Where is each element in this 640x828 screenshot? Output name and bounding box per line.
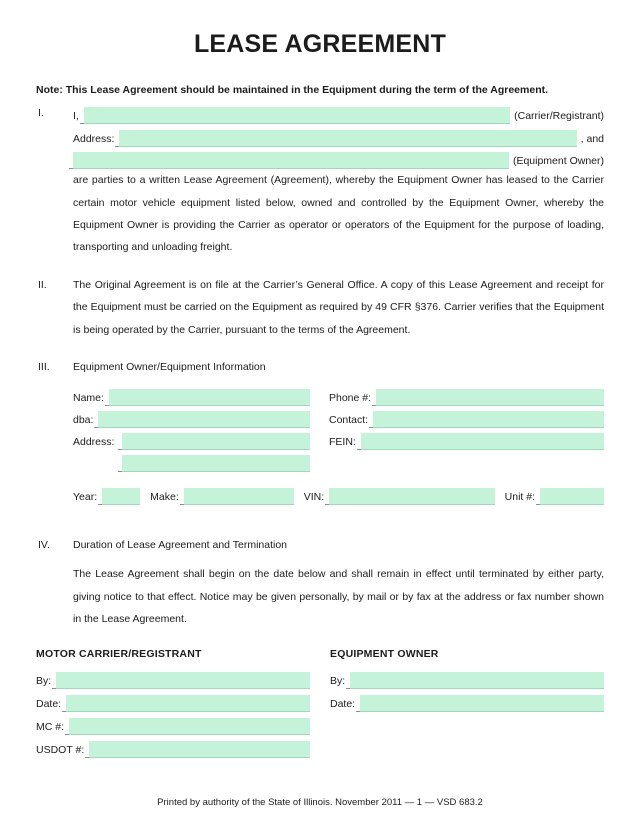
section-iv	[38, 534, 604, 631]
grid-row-1	[73, 384, 604, 406]
motor-carrier-heading: MOTOR CARRIER/REGISTRANT	[36, 648, 202, 660]
owner-by-label: By:	[330, 675, 346, 687]
section-iv-heading: Duration of Lease Agreement and Termination	[73, 539, 288, 551]
owner-contact-field[interactable]	[373, 411, 604, 428]
carrier-registrant-field[interactable]	[84, 107, 510, 124]
carrier-prefix-label: I,	[73, 110, 79, 123]
vin-label: VIN:	[303, 491, 325, 503]
contact-label: Contact:	[329, 414, 369, 426]
grid-row-4	[73, 450, 604, 472]
year-label: Year:	[73, 491, 98, 503]
equip-make-field[interactable]	[184, 488, 294, 505]
equip-year-field[interactable]	[102, 488, 140, 505]
carrier-address-field[interactable]	[119, 130, 576, 147]
owner-date-field[interactable]	[360, 695, 604, 712]
owner-address-label: Address:	[73, 436, 115, 448]
section-iv-numeral: IV.	[38, 539, 50, 551]
equip-vin-field[interactable]	[329, 488, 494, 505]
carrier-mc-label: MC #:	[36, 721, 65, 733]
page-title: LEASE AGREEMENT	[193, 30, 447, 58]
owner-date-label: Date:	[330, 698, 356, 710]
equip-unit-field[interactable]	[540, 488, 604, 505]
motor-carrier-signature-block	[36, 648, 310, 758]
owner-by-field[interactable]	[350, 672, 604, 689]
vehicle-info-row	[73, 488, 604, 505]
equipment-owner-heading: EQUIPMENT OWNER	[330, 648, 439, 660]
section-iii-heading: Equipment Owner/Equipment Information	[73, 361, 266, 373]
owner-name-field[interactable]	[109, 389, 310, 406]
address-label: Address:	[73, 132, 115, 145]
carrier-date-label: Date:	[36, 698, 62, 710]
carrier-by-field[interactable]	[56, 672, 310, 689]
owner-fein-field[interactable]	[361, 433, 604, 450]
section-iii	[38, 356, 604, 378]
equipment-owner-info-grid	[73, 384, 604, 472]
section-ii-paragraph: The Original Agreement is on file at the Carrier’s General Office. A copy of this Lease Agreement and receipt for the Equipment must be carried on the Equipment as required by 49 CFR §376. Carrier verifies that the Equipment is being operated by the Carrier, pursuant to the terms of the Agreement.	[73, 279, 604, 336]
owner-dba-field[interactable]	[98, 411, 310, 428]
note-text: Note: This Lease Agreement should be maintained in the Equipment during the term of the Agreement.	[36, 84, 549, 96]
section-iv-paragraph: The Lease Agreement shall begin on the date below and shall remain in effect until terminated by either party, giving notice to that effect. Notice may be given personally, by mail or by fax at the address or fax number shown in the Lease Agreement.	[73, 568, 604, 626]
section-i-paragraph: are parties to a written Lease Agreement (Agreement), whereby the Equipment Owner has leased to the Carrier certain motor vehicle equipment listed below, owned and controlled by the Equipment Owner, whereby the Equipment Owner is providing the Carrier as operator or operators of the Equipment for the purpose of loading, transporting and unloading freight.	[73, 174, 604, 254]
carrier-usdot-label: USDOT #:	[36, 744, 85, 756]
section-i-numeral: I.	[38, 107, 44, 119]
owner-address1-field[interactable]	[122, 433, 310, 450]
dba-label: dba:	[73, 414, 94, 426]
owner-address2-field[interactable]	[122, 455, 310, 472]
owner-phone-field[interactable]	[376, 389, 604, 406]
section-ii	[38, 274, 604, 341]
carrier-usdot-field[interactable]	[89, 741, 310, 758]
carrier-suffix-label: (Carrier/Registrant)	[514, 110, 604, 123]
footer-text: Printed by authority of the State of Illinois. November 2011 — 1 — VSD 683.2	[157, 797, 483, 808]
equipment-owner-field[interactable]	[73, 152, 509, 169]
carrier-date-field[interactable]	[66, 695, 310, 712]
phone-label: Phone #:	[329, 392, 372, 404]
section-ii-numeral: II.	[38, 279, 47, 291]
carrier-by-label: By:	[36, 675, 52, 687]
carrier-mc-field[interactable]	[69, 718, 310, 735]
grid-row-2	[73, 406, 604, 428]
fein-label: FEIN:	[329, 436, 356, 448]
equipment-owner-signature-block	[330, 648, 604, 712]
section-iii-numeral: III.	[38, 361, 50, 373]
and-label: , and	[580, 132, 604, 145]
unit-number-label: Unit #:	[504, 491, 535, 503]
grid-row-3	[73, 428, 604, 450]
make-label: Make:	[150, 491, 179, 503]
name-label: Name:	[73, 392, 104, 404]
equipment-owner-suffix-label: (Equipment Owner)	[512, 155, 604, 168]
section-i	[38, 102, 604, 259]
